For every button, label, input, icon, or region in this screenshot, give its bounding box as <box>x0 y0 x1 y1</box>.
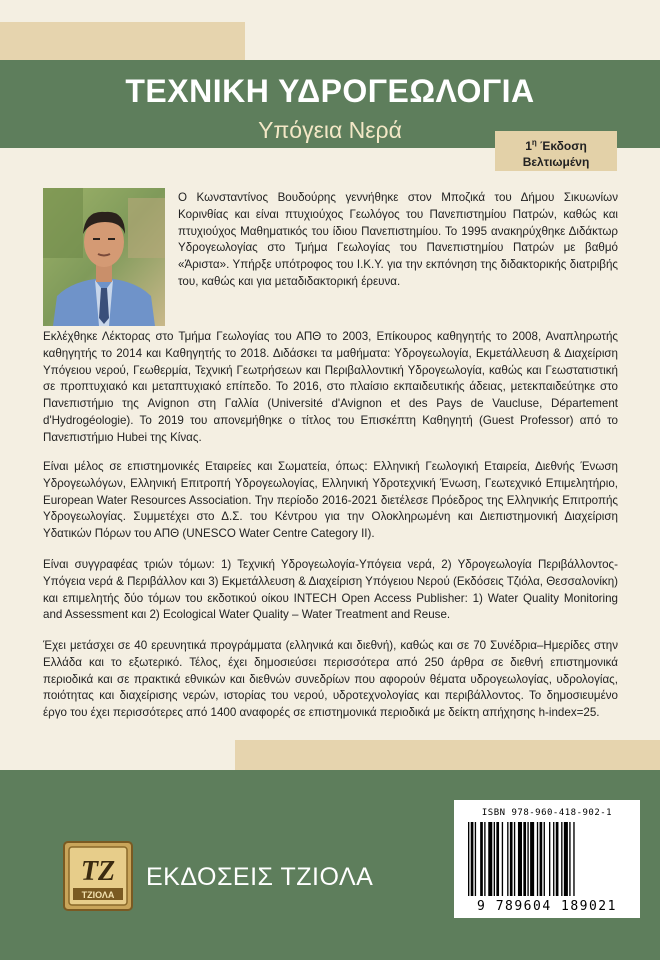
barcode-bar <box>569 822 570 896</box>
isbn-label: ISBN 978-960-418-902-1 <box>481 808 613 818</box>
logo-word: ΤΖΙΟΛΑ <box>81 890 115 900</box>
barcode-bar <box>527 822 528 896</box>
author-portrait-image <box>43 188 165 326</box>
barcode-bar <box>484 822 485 896</box>
barcode-bar <box>561 822 562 896</box>
edition-badge <box>495 131 617 171</box>
barcode-bar <box>488 822 492 896</box>
barcode-bar <box>544 822 545 896</box>
barcode-bar <box>530 822 534 896</box>
edition-word: Έκδοση <box>536 139 587 153</box>
book-subtitle: Υπόγεια Νερά <box>258 117 402 143</box>
barcode-bar <box>471 822 474 896</box>
publisher-name: ΕΚΔΟΣΕΙΣ ΤΖΙΟΛΑ <box>146 863 374 891</box>
publisher-logo-mark <box>63 841 133 911</box>
bio-paragraph-1: Ο Κωνσταντίνος Βουδούρης γεννήθηκε στον Μποζικά του Δήμου Σικυωνίων Κορινθίας και είναι πτυχιούχος Γεωλόγος του Πανεπιστημίου Πατρών, καθώς και πτυχιούχος Μαθηματικός του ίδιου Πανεπιστημίου. Το 1995 ανακηρύχθηκε Διδάκτωρ Υδρογεωλογίας στο Τμήμα Γεωλογίας του Πανεπιστημίου Πατρών με βαθμό «Άριστα». Υπήρξε υπότροφος του Ι.Κ.Υ. για την εκπόνηση της διδακτορικής διατριβής του, καθώς και για μεταδιδακτορική έρευνα. <box>178 191 618 288</box>
barcode-bar <box>480 822 483 896</box>
barcode-panel <box>454 800 640 918</box>
author-photo <box>43 188 165 326</box>
edition-note: Βελτιωμένη <box>522 155 590 169</box>
barcode-bar <box>573 822 574 896</box>
barcode-bar <box>502 822 503 896</box>
barcode-bar <box>507 822 508 896</box>
barcode-bar <box>475 822 476 896</box>
bio-paragraph-4: Είναι συγγραφέας τριών τόμων: 1) Τεχνική Υδρογεωλογία-Υπόγεια νερά, 2) Υδρογεωλογία Περιβάλλοντος-Υπόγεια νερά & Περιβάλλον και 3) Εκμετάλλευση & Διαχείριση Υπόγειου Νερού (Εκδόσεις Τζιόλα, Θεσσαλονίκη) και επιμελητής δύο τόμων του εκδοτικού οίκου INTECH Open Access Publisher: 1) Water Quality Monitoring and Assessment και 2) Ecological Water Quality – Water Treatment and Reuse. <box>43 558 618 622</box>
barcode-bar <box>556 822 559 896</box>
barcode-bar <box>510 822 513 896</box>
edition-number: 1 <box>525 139 532 153</box>
logo-initials: ΤΖ <box>80 856 116 887</box>
edition-sup: η <box>531 138 537 147</box>
bio-paragraph-2: Εκλέχθηκε Λέκτορας στο Τμήμα Γεωλογίας του ΑΠΘ το 2003, Επίκουρος καθηγητής το 2008, Αναπληρωτής καθηγητής το 2014 και Καθηγητής το 2018. Διδάσκει τα μαθήματα: Υδρογεωλογία, Εκμετάλλευση & Διαχείριση Υπόγειου νερού, Γεωθερμία, Τεχνική Γεωτρήσεων και Περιβαλλοντική Υδρογεωλογία, καθώς και Γεωστατιστική σε προπτυχιακό και μεταπτυχιακό επίπεδο. Το 2016, στο πλαίσιο εκπαιδευτικής άδειας, μετεκπαιδεύτηκε στο Πανεπιστήμιο της Avignon στη Γαλλία (Université d'Avignon et des Pays de Vaucluse, Département d'Hydrogéologie). Το 2019 του απονεμήθηκε ο τίτλος του Επισκέπτη Καθηγητή (Guest Professor) από το Πανεπιστήμιο Hubei της Κίνας. <box>43 330 618 444</box>
publisher-logo <box>63 841 133 911</box>
barcode-bar <box>537 822 538 896</box>
barcode-digits: 9 789604 189021 <box>477 899 617 914</box>
bio-paragraph-3: Είναι μέλος σε επιστημονικές Εταιρείες και Σωματεία, όπως: Ελληνική Γεωλογική Εταιρεία, Διεθνής Ένωση Υδρογεωλόγων, Ελληνική Επιτροπή Υδρογεωλογίας, Ελληνική Υδροτεχνική Ένωση, Γεωτεχνικό Επιμελητήριο, European Water Resources Association. Την περίοδο 2016-2021 διετέλεσε Πρόεδρος της Ελληνικής Επιτροπής Υδρογεωλογίας. Συμμετέχει στο Δ.Σ. του Κέντρου για την Ολοκληρωμένη και Διεπιστημονική Διαχείριση Υδατικών Πόρων του ΑΠΘ (UNESCO Water Centre Category II). <box>43 460 618 541</box>
barcode-bar <box>540 822 543 896</box>
bottom-accent-strip <box>235 740 660 770</box>
barcode-bar <box>549 822 550 896</box>
book-title: ΤΕΧΝΙΚΗ ΥΔΡΟΓΕΩΛΟΓΙΑ <box>125 73 535 109</box>
top-accent-strip <box>0 22 245 60</box>
barcode-bar <box>518 822 522 896</box>
barcode-bar <box>553 822 554 896</box>
bio-paragraph-5: Έχει μετάσχει σε 40 ερευνητικά προγράμματα (ελληνικά και διεθνή), καθώς και σε 70 Συνέδρια–Ημερίδες στην Ελλάδα και το εξωτερικό. Τέλος, έχει δημοσιεύσει περισσότερα από 250 άρθρα σε διεθνή επιστημονικά περιοδικά και σε πρακτικά εθνικών και διεθνών συνεδρίων που αφορούν θέματα υδρογεωλογίας, υδρολογίας, ποιότητας και διαχείρισης νερών, ιστορίας του νερού, υδροτεχνολογίας και περιβάλλοντος. Το δημοσιευμένο έργο του έχει περισσότερες από 1400 αναφορές σε επιστημονικά περιοδικά με δείκτη απήχησης h-index=25. <box>43 639 618 720</box>
barcode-bar <box>564 822 568 896</box>
barcode-bar <box>523 822 526 896</box>
barcode-bar <box>496 822 499 896</box>
barcode-bar <box>468 822 469 896</box>
barcode-bar <box>514 822 515 896</box>
barcode-bar <box>494 822 495 896</box>
